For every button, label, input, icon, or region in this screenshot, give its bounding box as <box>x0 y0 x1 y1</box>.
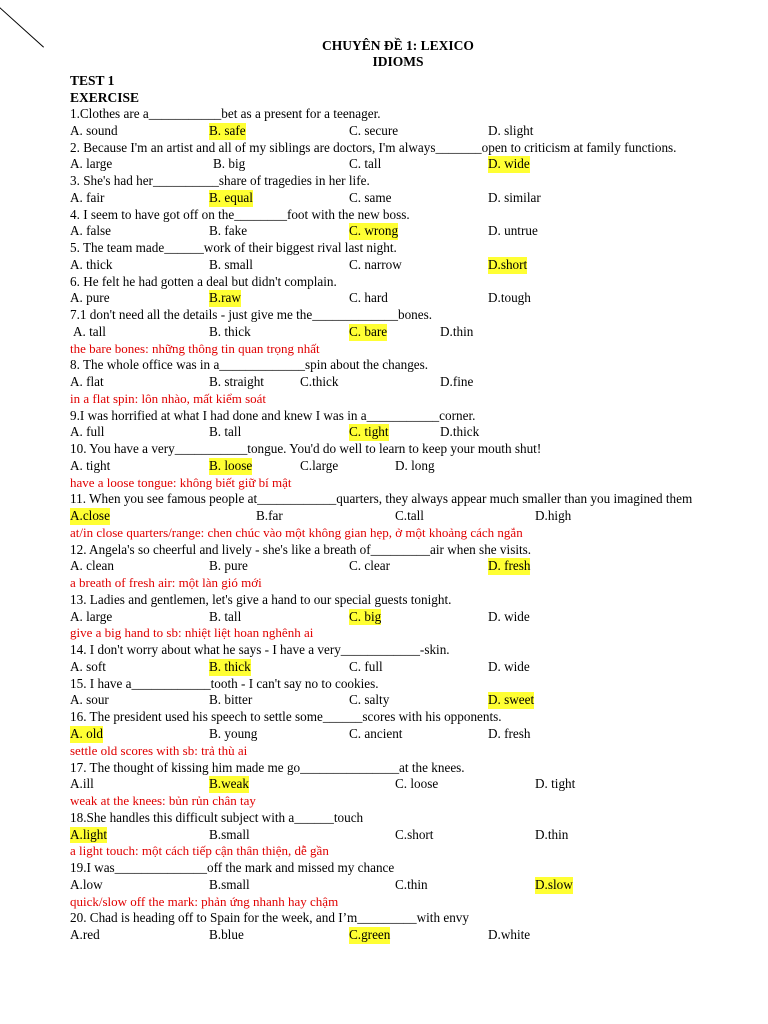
answer-option: B.small <box>209 876 250 892</box>
answer-option: D.thin <box>535 826 569 842</box>
options-row <box>70 827 720 844</box>
answer-option-highlighted: D. fresh <box>488 558 531 574</box>
options-row <box>70 508 720 525</box>
answer-option: D. wide <box>488 608 530 624</box>
options-row <box>70 609 720 626</box>
answer-option-highlighted: A. old <box>70 725 103 741</box>
idiom-note: a breath of fresh air: một làn gió mới <box>70 575 262 591</box>
answer-option: D.high <box>535 508 572 524</box>
answer-option: D. long <box>395 457 435 473</box>
question-text: 16. The president used his speech to settle some______scores with his opponents. <box>70 709 502 725</box>
answer-option: B. thick <box>209 323 251 339</box>
answer-option: D. wide <box>488 658 530 674</box>
answer-option: C. secure <box>349 122 399 138</box>
question-list <box>70 106 720 944</box>
doc-subtitle: IDIOMS <box>372 54 424 69</box>
question-text: 15. I have a____________tooth - I can't say no to cookies. <box>70 675 379 691</box>
answer-option: C.tall <box>395 508 424 524</box>
answer-option-highlighted: A.light <box>70 826 107 842</box>
answer-option: B. fake <box>209 223 248 239</box>
options-row <box>70 659 720 676</box>
answer-option-highlighted: B. safe <box>209 122 246 138</box>
question-text: 6. He felt he had gotten a deal but didn't complain. <box>70 273 337 289</box>
corner-diagonal-line <box>0 0 44 48</box>
answer-option-highlighted: A.close <box>70 508 110 524</box>
answer-option: D.tough <box>488 290 531 306</box>
answer-option-highlighted: C. wrong <box>349 223 399 239</box>
question-text: 11. When you see famous people at____________quarters, they always appear much smaller than you imagined them <box>70 491 693 507</box>
answer-option: B. pure <box>209 558 248 574</box>
answer-option-highlighted: C.green <box>349 927 391 943</box>
answer-option-highlighted: D.slow <box>535 876 573 892</box>
options-row <box>70 374 720 391</box>
answer-option: B.far <box>256 508 283 524</box>
answer-option: D. tight <box>535 776 576 792</box>
answer-option-highlighted: C. big <box>349 608 382 624</box>
answer-option: A. sour <box>70 692 109 708</box>
options-row <box>70 190 720 207</box>
question-text: 4. I seem to have got off on the________foot with the new boss. <box>70 206 410 222</box>
doc-title: CHUYÊN ĐỀ 1: LEXICO <box>322 38 474 53</box>
options-row <box>70 776 720 793</box>
idiom-note: weak at the knees: bủn rủn chân tay <box>70 793 256 809</box>
answer-option-highlighted: B.raw <box>209 290 241 306</box>
options-row <box>70 558 720 575</box>
question-text: 17. The thought of kissing him made me go_______________at the knees. <box>70 759 465 775</box>
options-row <box>70 257 720 274</box>
idiom-note: a light touch: một cách tiếp cận thân thiện, dễ gần <box>70 843 329 859</box>
answer-option: A. large <box>70 608 113 624</box>
options-row <box>70 123 720 140</box>
answer-option: A. tight <box>70 457 111 473</box>
answer-option: B.blue <box>209 927 244 943</box>
options-row <box>70 156 720 173</box>
question-text: 9.I was horrified at what I had done and knew I was in a___________corner. <box>70 407 476 423</box>
answer-option: C.large <box>300 457 339 473</box>
answer-option: A. large <box>70 156 113 172</box>
idiom-note: quick/slow off the mark: phản ứng nhanh hay chậm <box>70 893 339 909</box>
idiom-note: at/in close quarters/range: chen chúc vào một không gian hẹp, ở một khoảng cách ngắn <box>70 524 523 540</box>
idiom-note: give a big hand to sb: nhiệt liệt hoan nghênh ai <box>70 625 314 641</box>
answer-option: B. tall <box>209 424 242 440</box>
options-row <box>70 223 720 240</box>
answer-option: D. similar <box>488 189 541 205</box>
question-text: 20. Chad is heading off to Spain for the week, and I’m_________with envy <box>70 910 469 926</box>
answer-option: A. sound <box>70 122 118 138</box>
answer-option: B. big <box>213 156 246 172</box>
answer-option-highlighted: B. thick <box>209 658 251 674</box>
answer-option: D. slight <box>488 122 534 138</box>
answer-option: A. pure <box>70 290 110 306</box>
question-text: 5. The team made______work of their biggest rival last night. <box>70 240 397 255</box>
answer-option: A. clean <box>70 558 114 574</box>
answer-option: D. fresh <box>488 725 531 741</box>
answer-option: A. soft <box>70 658 106 674</box>
options-row <box>70 424 720 441</box>
worksheet <box>70 38 720 944</box>
answer-option: C. tall <box>349 156 382 172</box>
question-text: 8. The whole office was in a_____________spin about the changes. <box>70 357 429 373</box>
answer-option: B. bitter <box>209 692 253 708</box>
answer-option-highlighted: B. equal <box>209 189 253 205</box>
answer-option: D.white <box>488 927 531 943</box>
answer-option: C.short <box>395 826 434 842</box>
answer-option: B. straight <box>209 374 264 389</box>
question-text: 10. You have a very___________tongue. You'd do well to learn to keep your mouth shut! <box>70 441 542 457</box>
answer-option-highlighted: B.weak <box>209 776 249 792</box>
question-text: 12. Angela's so cheerful and lively - she's like a breath of_________air when she visits. <box>70 541 532 557</box>
idiom-note: in a flat spin: lôn nhào, mất kiểm soát <box>70 390 267 406</box>
answer-option: B. young <box>209 725 258 741</box>
question-text: 3. She's had her__________share of tragedies in her life. <box>70 173 370 188</box>
question-text: 7.1 don't need all the details - just give me the_____________bones. <box>70 307 433 322</box>
answer-option: C. same <box>349 189 392 205</box>
answer-option-highlighted: C. bare <box>349 323 388 339</box>
question-text: 14. I don't worry about what he says - I have a very____________-skin. <box>70 642 450 658</box>
question-text: 2. Because I'm an artist and all of my siblings are doctors, I'm always_______open to criticism at family functions. <box>70 139 677 155</box>
answer-option: C.thick <box>300 374 339 389</box>
question-text: 13. Ladies and gentlemen, let's give a hand to our special guests tonight. <box>70 591 452 607</box>
answer-option: B.small <box>209 826 250 842</box>
question-text: 19.I was______________off the mark and missed my chance <box>70 860 395 876</box>
options-row <box>70 726 720 743</box>
options-row <box>70 290 720 307</box>
answer-option: D. untrue <box>488 223 538 239</box>
answer-option: C. clear <box>349 558 391 574</box>
options-row <box>70 877 720 894</box>
answer-option: A. full <box>70 424 105 440</box>
question-text: 1.Clothes are a___________bet as a present for a teenager. <box>70 106 381 121</box>
idiom-note: settle old scores with sb: trả thù ai <box>70 742 248 758</box>
answer-option: A.low <box>70 876 103 892</box>
answer-option-highlighted: D.short <box>488 256 528 272</box>
answer-option: D.thick <box>440 424 480 440</box>
answer-option: C. loose <box>395 776 439 792</box>
options-row <box>70 458 720 475</box>
answer-option: C. salty <box>349 692 390 708</box>
answer-option: A. thick <box>70 256 113 272</box>
answer-option: B. small <box>209 256 253 272</box>
answer-option: D.thin <box>440 323 474 339</box>
options-row <box>70 692 720 709</box>
answer-option: A. false <box>70 223 112 239</box>
answer-option-highlighted: C. tight <box>349 424 389 440</box>
idiom-note: the bare bones: những thông tin quan trọng nhất <box>70 340 320 356</box>
answer-option: C. ancient <box>349 725 403 741</box>
options-row <box>70 927 720 944</box>
answer-option: A. tall <box>73 323 106 339</box>
answer-option: B. tall <box>209 608 242 624</box>
idiom-note: have a loose tongue: không biết giữ bí mật <box>70 474 292 490</box>
test-heading: TEST 1 <box>70 73 115 88</box>
exercise-heading: EXERCISE <box>70 89 140 105</box>
answer-option: C. narrow <box>349 256 402 272</box>
answer-option: A. flat <box>70 374 104 389</box>
answer-option: D.fine <box>440 374 474 389</box>
answer-option-highlighted: D. wide <box>488 156 530 172</box>
answer-option: A.ill <box>70 776 94 792</box>
options-row <box>70 324 720 341</box>
answer-option: C.thin <box>395 876 428 892</box>
answer-option: A. fair <box>70 189 105 205</box>
answer-option: A.red <box>70 927 100 943</box>
question-text: 18.She handles this difficult subject with a______touch <box>70 809 364 825</box>
answer-option-highlighted: D. sweet <box>488 692 535 708</box>
answer-option-highlighted: B. loose <box>209 457 253 473</box>
answer-option: C. hard <box>349 290 388 306</box>
answer-option: C. full <box>349 658 383 674</box>
